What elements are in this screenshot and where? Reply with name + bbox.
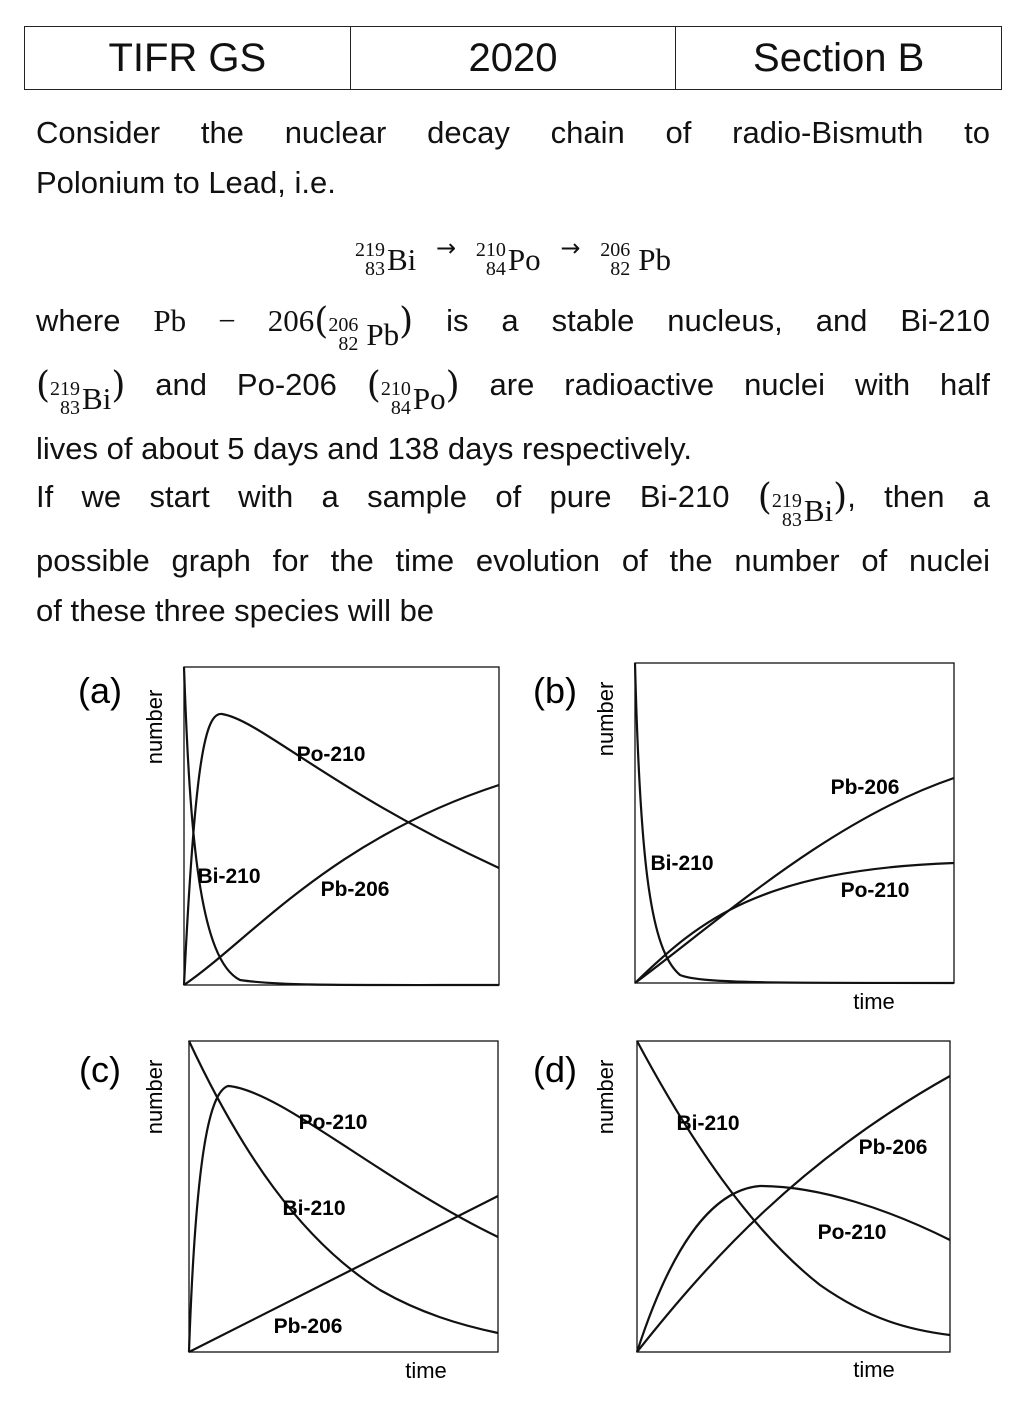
option-c-label-bi: Bi-210: [282, 1197, 346, 1220]
option-c-curve-bi: [189, 1041, 498, 1333]
option-d-curve-po: [637, 1186, 950, 1352]
where-line-2: ( 219 83 Bi ) and Po-206 ( 210 84 Po ) are radioactive nuclei with half: [36, 365, 990, 419]
where-line-1: where Pb − 206( 206 82 Pb ) is a stable nucleus, and Bi-210: [36, 301, 990, 355]
option-a-label-po: Po-210: [296, 743, 366, 766]
option-c: [79, 1041, 498, 1383]
header-exam: TIFR GS: [25, 27, 351, 90]
option-b-label-bi: Bi-210: [650, 852, 714, 875]
option-a-frame: [184, 667, 499, 985]
option-b-label-po: Po-210: [840, 879, 910, 902]
option-b-ylabel: number: [593, 681, 618, 757]
option-d-frame: [637, 1041, 950, 1352]
nuclide-po: 210 84 Po: [475, 239, 541, 280]
intro-line-2: Polonium to Lead, i.e.: [36, 165, 336, 200]
nuclide-pb: 206 82 Pb: [600, 239, 671, 280]
option-b-curve-bi: [635, 663, 954, 983]
option-c-xlabel: time: [405, 1358, 447, 1383]
option-b-label-pb: Pb-206: [830, 776, 900, 799]
option-d-ylabel: number: [593, 1059, 618, 1135]
nuclide-bi: 219 83 Bi: [354, 239, 417, 280]
option-c-ylabel: number: [142, 1059, 167, 1135]
option-d-xlabel: time: [853, 1357, 895, 1382]
header-section: Section B: [676, 27, 1002, 90]
halflife-line: lives of about 5 days and 138 days respectively.: [36, 431, 692, 466]
option-a-ylabel: number: [142, 689, 167, 765]
option-a-curve-bi: [184, 667, 499, 985]
option-d-label-pb: Pb-206: [858, 1136, 928, 1159]
start-line-3: of these three species will be: [36, 593, 435, 628]
intro-line-1: Consider the nuclear decay chain of radio-Bismuth to: [36, 115, 990, 150]
option-b: [533, 663, 954, 1014]
option-d-letter: (d): [533, 1049, 577, 1090]
start-line-2: possible graph for the time evolution of the number of nuclei: [36, 543, 990, 578]
option-b-letter: (b): [533, 670, 577, 711]
option-c-letter: (c): [79, 1049, 121, 1090]
option-d-label-bi: Bi-210: [676, 1112, 740, 1135]
option-d: [533, 1041, 950, 1382]
arrow-1: →: [436, 234, 457, 262]
start-line-1: If we start with a sample of pure Bi-210 ( 219 83 Bi ), then a: [36, 477, 991, 531]
option-b-frame: [635, 663, 954, 983]
option-a-label-bi: Bi-210: [197, 865, 261, 888]
option-a: [78, 667, 499, 985]
option-c-label-po: Po-210: [298, 1111, 368, 1134]
option-d-label-po: Po-210: [817, 1221, 887, 1244]
option-c-label-pb: Pb-206: [273, 1315, 343, 1338]
pb-math: Pb − 206: [153, 303, 315, 338]
arrow-2: →: [560, 234, 581, 262]
header-year: 2020: [350, 27, 676, 90]
option-a-letter: (a): [78, 670, 122, 711]
option-b-xlabel: time: [853, 989, 895, 1014]
option-a-label-pb: Pb-206: [320, 878, 390, 901]
